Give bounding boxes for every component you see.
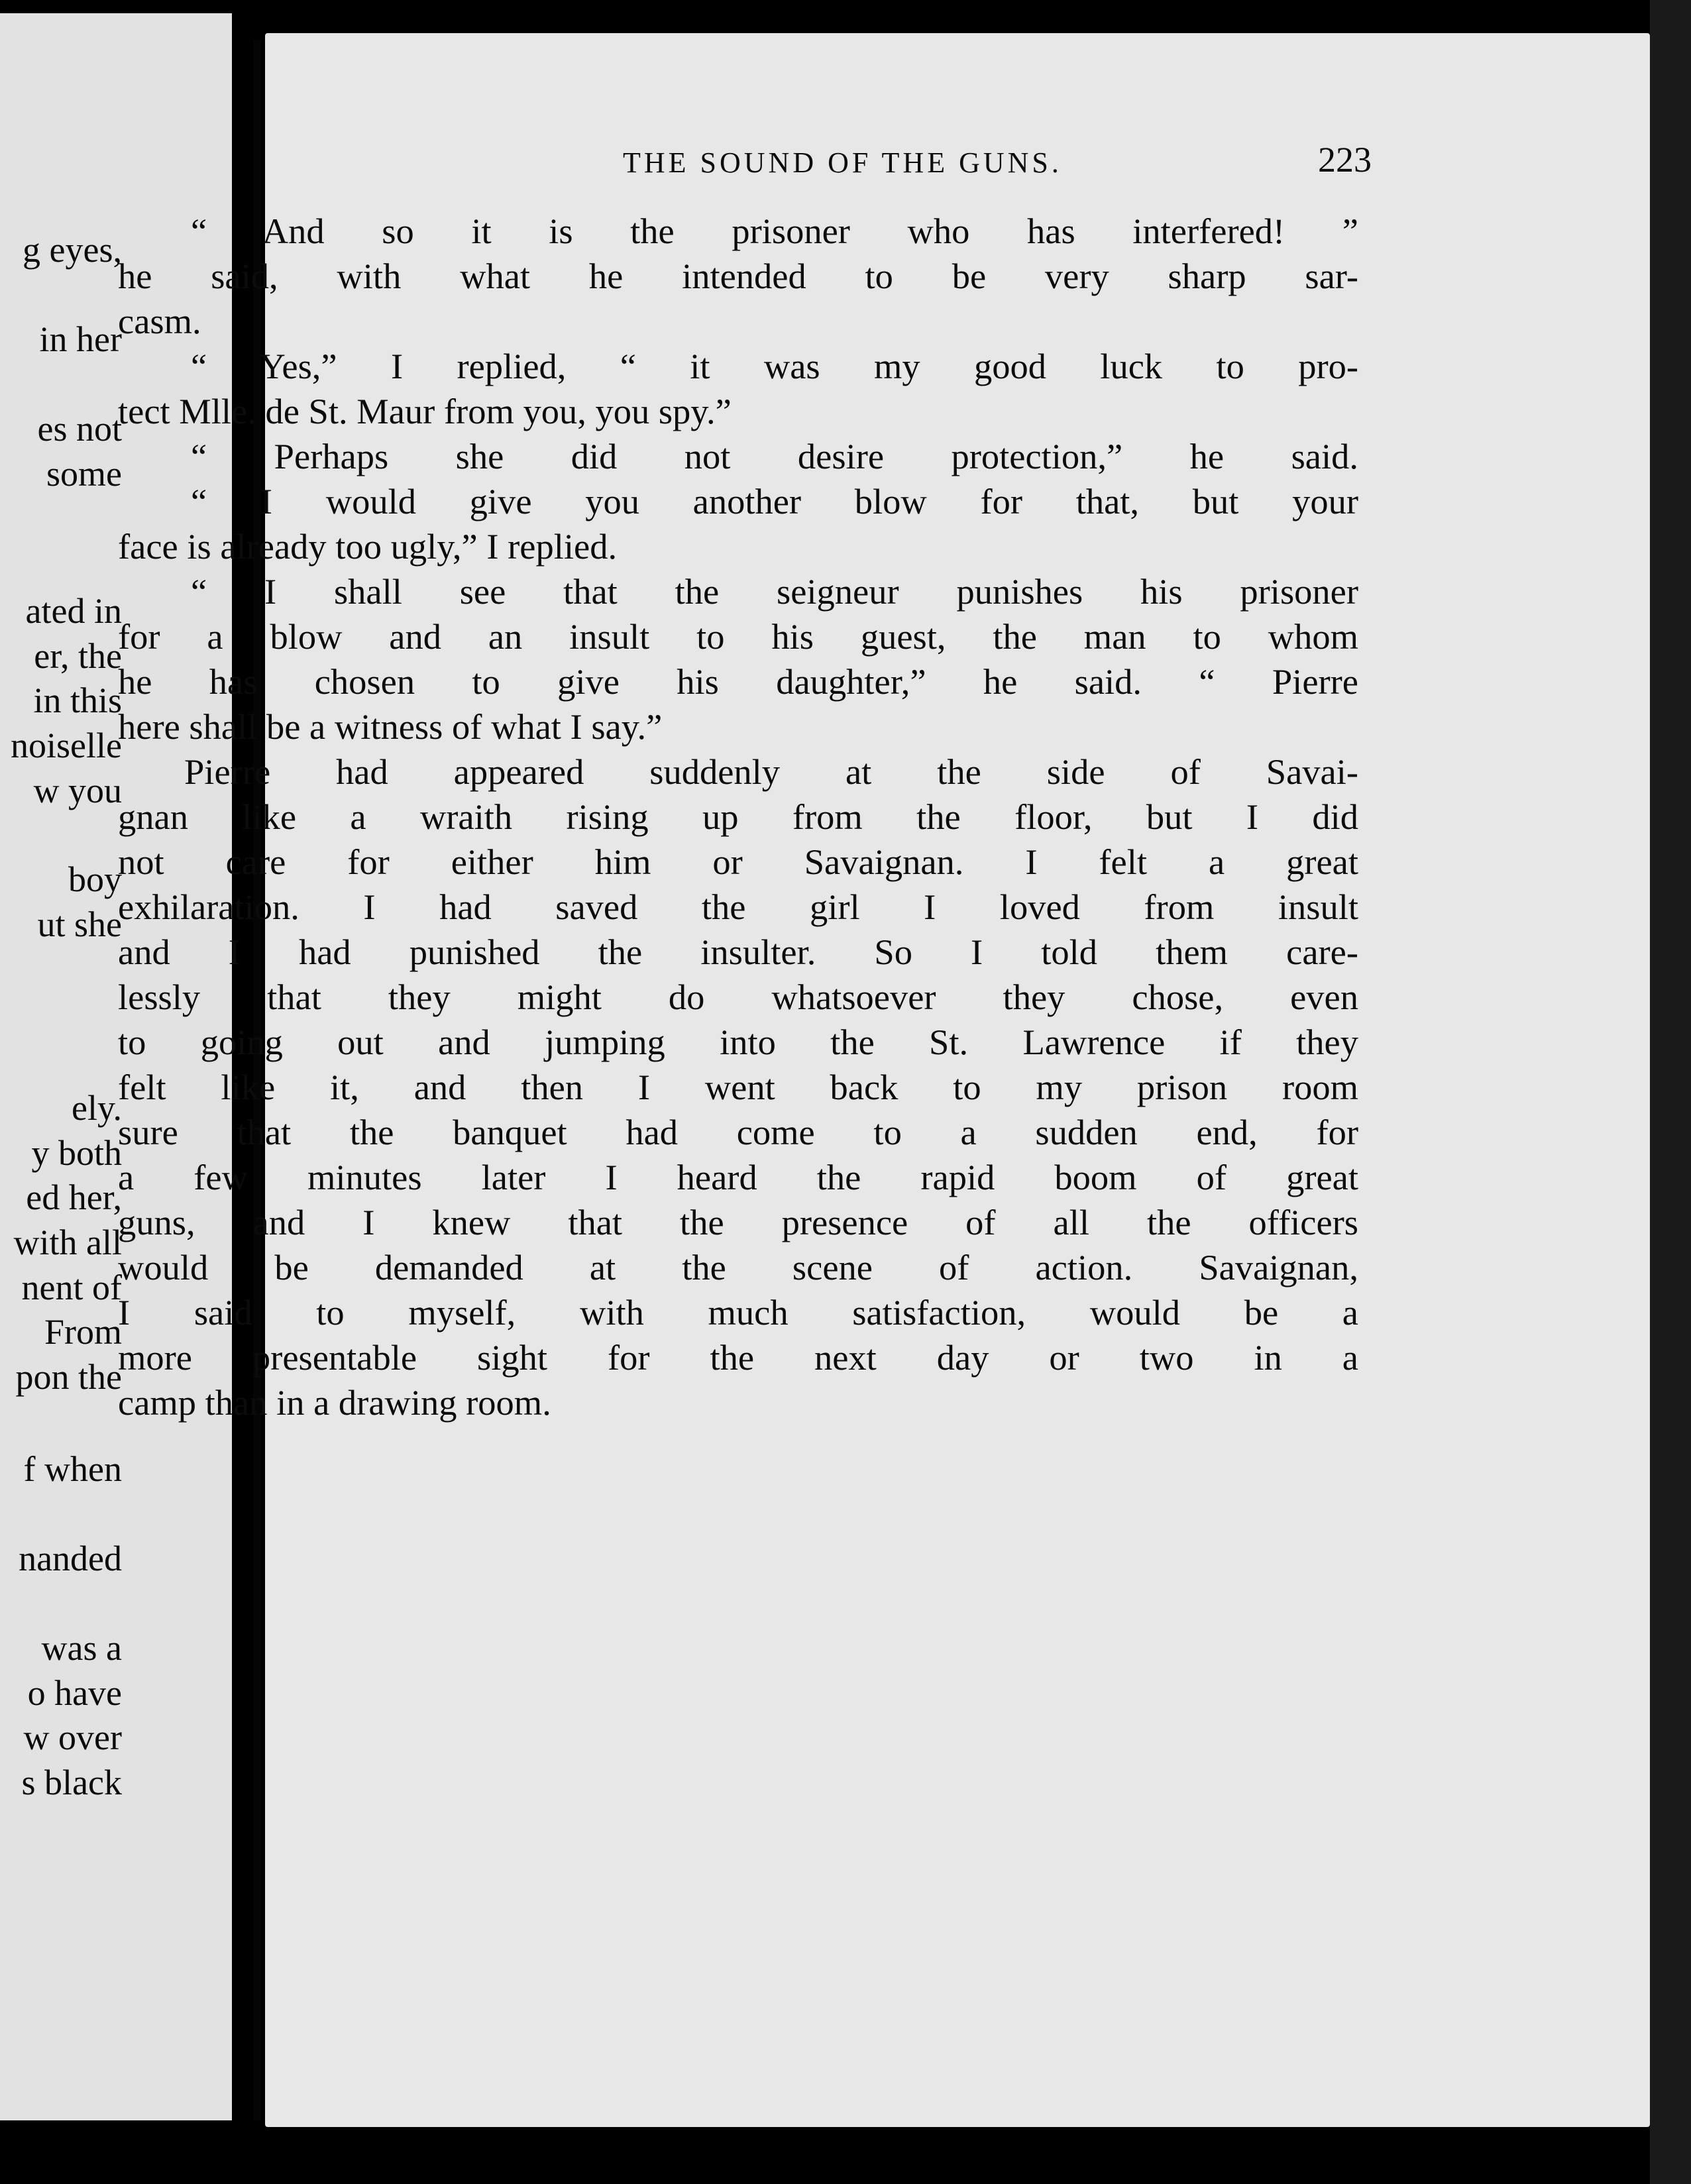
left-page-line: g eyes, bbox=[23, 230, 122, 270]
left-page-line: noiselle bbox=[11, 726, 122, 765]
left-page-line: nent of bbox=[21, 1268, 122, 1307]
text-line: to going out and jumping into the St. Lawrence if they bbox=[118, 1022, 1358, 1062]
text-line: sure that the banquet had come to a sudden end, for bbox=[118, 1112, 1358, 1152]
page-number: 223 bbox=[1318, 140, 1372, 180]
left-page-line: in this bbox=[33, 681, 122, 720]
text-line: tect Mlle. de St. Maur from you, you spy.” bbox=[118, 391, 732, 431]
left-page-line: y both bbox=[31, 1133, 122, 1173]
text-line: gnan like a wraith rising up from the floor, but I did bbox=[118, 796, 1358, 837]
left-page-line: ut she bbox=[37, 904, 122, 944]
text-line: camp than in a drawing room. bbox=[118, 1382, 551, 1423]
text-line: he said, with what he intended to be very sharp sar- bbox=[118, 256, 1358, 296]
text-line: would be demanded at the scene of action. Savaignan, bbox=[118, 1247, 1358, 1287]
left-page-line: some bbox=[46, 454, 122, 494]
text-line: for a blow and an insult to his guest, the man to whom bbox=[118, 616, 1358, 657]
text-line: “ Perhaps she did not desire protection,” he said. bbox=[191, 436, 1358, 476]
left-page-line: er, the bbox=[34, 636, 122, 676]
text-line: here shall be a witness of what I say.” bbox=[118, 706, 663, 747]
left-page-line: o have bbox=[27, 1673, 122, 1713]
book-spine bbox=[1650, 0, 1691, 2184]
text-line: I said to myself, with much satisfaction, would be a bbox=[118, 1292, 1358, 1333]
text-line: guns, and I knew that the presence of all the officers bbox=[118, 1202, 1358, 1242]
left-page-line: was a bbox=[41, 1628, 122, 1668]
text-line: and I had punished the insulter. So I told them care- bbox=[118, 932, 1358, 972]
text-line: “ And so it is the prisoner who has interfered! ” bbox=[191, 211, 1358, 251]
text-line: “ Yes,” I replied, “ it was my good luck to pro- bbox=[191, 346, 1358, 386]
text-line: more presentable sight for the next day or two in a bbox=[118, 1337, 1358, 1378]
text-line: “ I shall see that the seigneur punishes his prisoner bbox=[191, 571, 1358, 612]
left-page-line: es not bbox=[37, 409, 122, 449]
left-page-line: ated in bbox=[25, 591, 122, 631]
left-page-line: w over bbox=[23, 1718, 122, 1757]
left-page-line: in her bbox=[39, 319, 122, 359]
text-line: not care for either him or Savaignan. I felt a great bbox=[118, 842, 1358, 882]
text-line: casm. bbox=[118, 301, 201, 341]
left-page-line: ed her, bbox=[26, 1177, 122, 1217]
body-text bbox=[118, 209, 1358, 1425]
left-page-line: with all bbox=[13, 1223, 122, 1262]
left-page-line: boy bbox=[68, 859, 122, 899]
left-page-line: pon the bbox=[15, 1357, 122, 1397]
running-head: THE SOUND OF THE GUNS. bbox=[623, 146, 1062, 179]
left-page-line: ely. bbox=[72, 1088, 122, 1128]
left-page-line: w you bbox=[33, 771, 122, 810]
text-line: “ I would give you another blow for that, but your bbox=[191, 481, 1358, 521]
text-line: exhilaration. I had saved the girl I loved from insult bbox=[118, 887, 1358, 927]
text-line: he has chosen to give his daughter,” he said. “ Pierre bbox=[118, 661, 1358, 702]
left-page-line: From bbox=[44, 1312, 122, 1352]
page-header bbox=[358, 139, 1372, 186]
text-line: Pierre had appeared suddenly at the side of Savai- bbox=[184, 751, 1358, 792]
left-page-line: s black bbox=[21, 1763, 122, 1802]
left-page-line: nanded bbox=[19, 1539, 122, 1578]
text-line: felt like it, and then I went back to my prison room bbox=[118, 1067, 1358, 1107]
text-line: lessly that they might do whatsoever they chose, even bbox=[118, 977, 1358, 1017]
text-line: a few minutes later I heard the rapid boom of great bbox=[118, 1157, 1358, 1197]
left-page-line: f when bbox=[23, 1449, 122, 1489]
text-line: face is already too ugly,” I replied. bbox=[118, 526, 618, 567]
